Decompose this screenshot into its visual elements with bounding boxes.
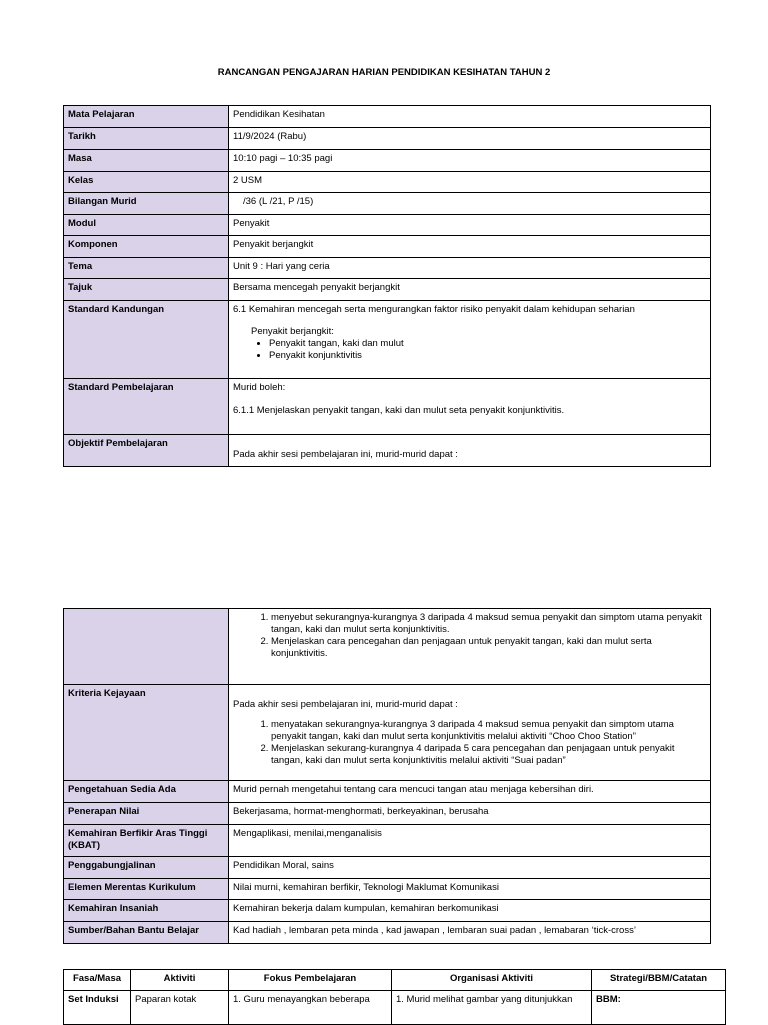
- standard-pembelajaran-text: 6.1.1 Menjelaskan penyakit tangan, kaki dan mulut seta penyakit konjunktivitis.: [233, 404, 565, 416]
- list-item: 1. menyatakan sekurangnya-kurangnya 3 daripada 4 maksud semua penyakit dan simptom utama penyakit tangan, kaki dan mulut serta konjunktivitis melalui aktiviti “Choo Choo Station”: [271, 719, 706, 743]
- value-objektif-intro: Pada akhir sesi pembelajaran ini, murid-murid dapat :: [229, 435, 711, 467]
- header-fokus-pembelajaran: Fokus Pembelajaran: [229, 970, 392, 991]
- objektif-list: [233, 612, 706, 660]
- label-sumber-bbm: Sumber/Bahan Bantu Belajar: [64, 922, 229, 944]
- kriteria-list: [233, 719, 706, 767]
- list-item: 2. Menjelaskan cara pencegahan dan penjagaan untuk penyakit tangan, kaki dan mulut serta konjunktivitis.: [271, 636, 706, 660]
- cell-organisasi: 1. Murid melihat gambar yang ditunjukkan: [392, 991, 592, 1025]
- label-modul: Modul: [64, 215, 229, 236]
- value-kbat: Mengaplikasi, menilai,menganalisis: [229, 825, 711, 857]
- value-standard-pembelajaran: [229, 379, 711, 435]
- value-kelas: 2 USM: [229, 172, 711, 193]
- value-kriteria-kejayaan: [229, 685, 711, 781]
- header-aktiviti: Aktiviti: [131, 970, 229, 991]
- header-organisasi-aktiviti: Organisasi Aktiviti: [392, 970, 592, 991]
- value-masa: 10:10 pagi – 10:35 pagi: [229, 150, 711, 172]
- label-tajuk: Tajuk: [64, 279, 229, 301]
- list-item: • Penyakit tangan, kaki dan mulut: [269, 338, 706, 350]
- label-objektif: Objektif Pembelajaran: [64, 435, 229, 467]
- list-item: • Penyakit konjunktivitis: [269, 350, 706, 362]
- label-penerapan-nilai: Penerapan Nilai: [64, 803, 229, 825]
- value-penerapan-nilai: Bekerjasama, hormat-menghormati, berkeyakinan, berusaha: [229, 803, 711, 825]
- standard-kandungan-list: [233, 338, 706, 362]
- label-mata-pelajaran: Mata Pelajaran: [64, 106, 229, 128]
- standard-kandungan-text: 6.1 Kemahiran mencegah serta mengurangkan faktor risiko penyakit dalam kehidupan seharian: [233, 304, 635, 315]
- list-item: 2. Menjelaskan sekurang-kurangnya 4 daripada 5 cara pencegahan dan penjagaan untuk penyakit tangan, kaki dan mulut serta konjunktivitis melalui aktiviti “Suai padan”: [271, 743, 706, 767]
- value-bilangan-murid: /36 (L /21, P /15): [229, 193, 711, 215]
- standard-pembelajaran-intro: Murid boleh:: [233, 382, 286, 393]
- value-standard-kandungan: [229, 301, 711, 379]
- value-tajuk: Bersama mencegah penyakit berjangkit: [229, 279, 711, 301]
- label-komponen: Komponen: [64, 236, 229, 258]
- value-pengetahuan-sedia-ada: Murid pernah mengetahui tentang cara mencuci tangan atau menjaga kebersihan diri.: [229, 781, 711, 803]
- label-tema: Tema: [64, 258, 229, 279]
- value-penggabungjalinan: Pendidikan Moral, sains: [229, 857, 711, 879]
- value-mata-pelajaran: Pendidikan Kesihatan: [229, 106, 711, 128]
- label-bilangan-murid: Bilangan Murid: [64, 193, 229, 215]
- value-sumber-bbm: Kad hadiah , lembaran peta minda , kad jawapan , lembaran suai padan , lemabaran ‘tick-cross’: [229, 922, 711, 944]
- label-standard-pembelajaran: Standard Pembelajaran: [64, 379, 229, 435]
- value-modul: Penyakit: [229, 215, 711, 236]
- activity-table: [63, 969, 726, 1025]
- label-kriteria-kejayaan: Kriteria Kejayaan: [64, 685, 229, 781]
- label-kelas: Kelas: [64, 172, 229, 193]
- list-item: 1. menyebut sekurangnya-kurangnya 3 daripada 4 maksud semua penyakit dan simptom utama penyakit tangan, kaki dan mulut serta konjunktivitis.: [271, 612, 706, 636]
- cell-fokus: 1. Guru menayangkan beberapa: [229, 991, 392, 1025]
- value-tarikh: 11/9/2024 (Rabu): [229, 128, 711, 150]
- label-objektif-continued: [64, 609, 229, 685]
- value-kemahiran-insaniah: Kemahiran bekerja dalam kumpulan, kemahiran berkomunikasi: [229, 900, 711, 922]
- cell-strategi: BBM:: [592, 991, 726, 1025]
- value-elemen-merentas-kurikulum: Nilai murni, kemahiran berfikir, Teknologi Maklumat Komunikasi: [229, 879, 711, 900]
- cell-fasa-set-induksi: Set Induksi: [64, 991, 131, 1025]
- label-kemahiran-insaniah: Kemahiran Insaniah: [64, 900, 229, 922]
- lesson-info-table-part-2: [63, 608, 711, 944]
- label-tarikh: Tarikh: [64, 128, 229, 150]
- header-strategi-bbm-catatan: Strategi/BBM/Catatan: [592, 970, 726, 991]
- header-fasa-masa: Fasa/Masa: [64, 970, 131, 991]
- label-pengetahuan-sedia-ada: Pengetahuan Sedia Ada: [64, 781, 229, 803]
- cell-aktiviti: Paparan kotak: [131, 991, 229, 1025]
- value-komponen: Penyakit berjangkit: [229, 236, 711, 258]
- value-objektif-list: [229, 609, 711, 685]
- label-penggabungjalinan: Penggabungjalinan: [64, 857, 229, 879]
- label-standard-kandungan: Standard Kandungan: [64, 301, 229, 379]
- lesson-info-table-part-1: [63, 105, 711, 467]
- kriteria-intro: Pada akhir sesi pembelajaran ini, murid-murid dapat :: [233, 699, 458, 710]
- document-title: RANCANGAN PENGAJARAN HARIAN PENDIDIKAN KESIHATAN TAHUN 2: [217, 67, 551, 78]
- value-tema: Unit 9 : Hari yang ceria: [229, 258, 711, 279]
- label-elemen-merentas-kurikulum: Elemen Merentas Kurikulum: [64, 879, 229, 900]
- label-kbat: Kemahiran Berfikir Aras Tinggi (KBAT): [64, 825, 229, 857]
- standard-kandungan-subheading: Penyakit berjangkit:: [251, 325, 334, 337]
- label-masa: Masa: [64, 150, 229, 172]
